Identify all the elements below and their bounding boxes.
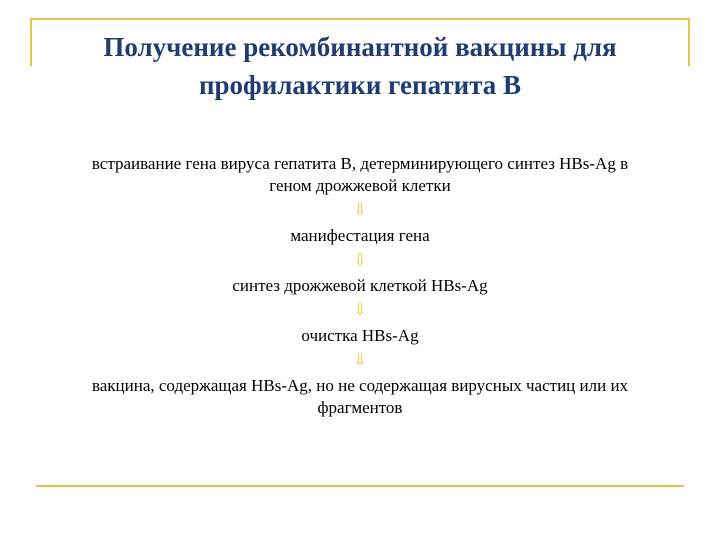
bottom-decorative-rule: [36, 485, 684, 487]
down-arrow-icon: ⇩: [353, 202, 367, 219]
down-arrow-icon: ⇩: [353, 252, 367, 269]
step-2: манифестация гена: [290, 226, 430, 245]
process-flow: [38, 153, 682, 419]
step-1-line-1: встраивание гена вируса гепатита В, детерминирующего синтез HBs-Ag в: [91, 154, 629, 173]
top-decorative-rule: [30, 18, 690, 20]
step-3: синтез дрожжевой клеткой HBs-Ag: [232, 276, 488, 295]
step-4: очистка HBs-Ag: [301, 326, 419, 345]
step-5-line-1: вакцина, содержащая HBs-Ag, но не содержащая вирусных частиц или их: [91, 376, 629, 395]
slide-title: [40, 28, 680, 104]
down-arrow-icon: ⇩: [353, 302, 367, 319]
slide-title-line-1: Получение рекомбинантной вакцины для: [103, 32, 617, 62]
step-1-line-2: геном дрожжевой клетки: [269, 176, 451, 195]
down-arrow-icon: ⇩: [353, 352, 367, 369]
top-left-decorative-tick: [30, 18, 32, 66]
slide-title-line-2: профилактики гепатита В: [198, 70, 522, 100]
top-right-decorative-tick: [688, 18, 690, 66]
step-5-line-2: фрагментов: [317, 398, 403, 417]
